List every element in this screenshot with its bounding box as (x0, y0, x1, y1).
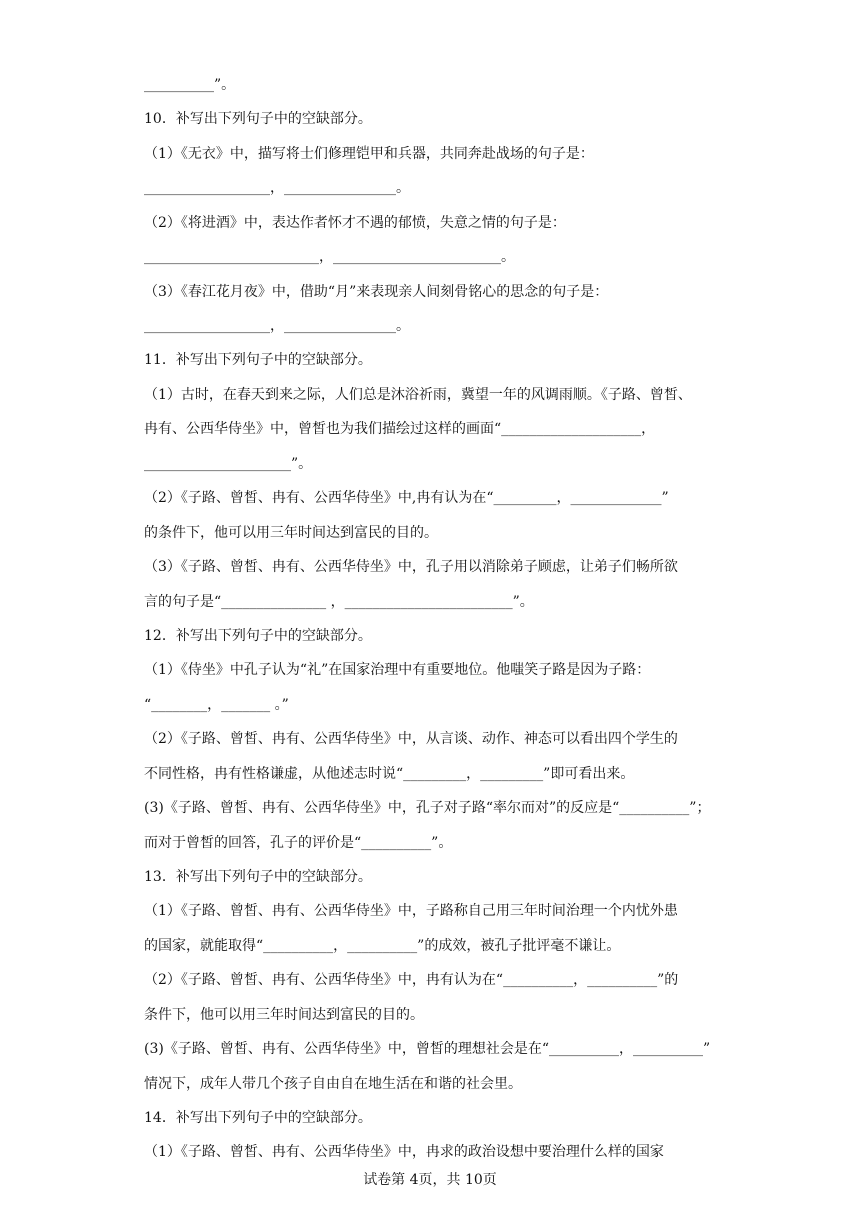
question-14-heading: 14．补写出下列句子中的空缺部分。 (144, 1110, 372, 1127)
question-14-1-prompt: （1）《子路、曾皙、冉有、公西华侍坐》中，冉求的政治设想中要治理什么样的国家 (144, 1144, 664, 1161)
question-13-2-prompt: （2）《子路、曾皙、冉有、公西华侍坐》中，冉有认为在“__________，__________”的 (144, 972, 679, 989)
answer-blank-line: __________________，________________。 (144, 180, 410, 197)
question-12-3-prompt: (3)《子路、曾皙、冉有、公西华侍坐》中，孔子对子路“率尔而对”的反应是“__________”； (144, 800, 711, 817)
question-12-heading: 12．补写出下列句子中的空缺部分。 (144, 627, 372, 644)
answer-blank-line: _________________________，________________________。 (144, 249, 515, 266)
question-10-2-prompt: （2）《将进酒》中，表达作者怀才不遇的郁愤，失意之情的句子是： (144, 214, 566, 231)
question-13-3-prompt-cont: 情况下，成年人带几个孩子自由自在地生活在和谐的社会里。 (144, 1075, 522, 1092)
answer-blank-line: __________________，________________。 (144, 318, 410, 335)
answer-blank-line: “________，_______ 。” (144, 696, 289, 713)
question-11-2-prompt: （2）《子路、曾皙、冉有、公西华侍坐》中,冉有认为在“_________，_____________” (144, 490, 669, 507)
question-12-1-prompt: （1）《侍坐》中孔子认为“礼”在国家治理中有重要地位。他嗤笑子路是因为子路： (144, 662, 651, 679)
answer-blank-line: _____________________”。 (144, 455, 313, 472)
question-13-3-prompt: (3)《子路、曾皙、冉有、公西华侍坐》中，曾皙的理想社会是在“__________，__________” (144, 1041, 711, 1058)
question-12-3-prompt-cont: 而对于曾皙的回答，孔子的评价是“__________”。 (144, 834, 453, 851)
question-11-1-prompt: （1）古时，在春天到来之际，人们总是沐浴祈雨，冀望一年的风调雨顺。《子路、曾皙、 (144, 386, 692, 403)
question-10-heading: 10．补写出下列句子中的空缺部分。 (144, 111, 372, 128)
question-11-heading: 11．补写出下列句子中的空缺部分。 (144, 352, 372, 369)
question-12-2-prompt: （2）《子路、曾皙、冉有、公西华侍坐》中，从言谈、动作、神态可以看出四个学生的 (144, 731, 678, 748)
question-13-1-prompt: （1）《子路、曾皙、冉有、公西华侍坐》中，子路称自己用三年时间治理一个内忧外患 (144, 903, 678, 920)
question-13-2-prompt-cont: 条件下，他可以用三年时间达到富民的目的。 (144, 1006, 424, 1023)
question-10-3-prompt: （3）《春江花月夜》中，借助“月”来表现亲人间刻骨铭心的思念的句子是： (144, 283, 609, 300)
question-11-1-prompt-cont: 冉有、公西华侍坐》中，曾皙也为我们描绘过这样的画面“____________________， (144, 421, 656, 438)
question-11-3-prompt-cont: 言的句子是“_______________ ，________________________”。 (144, 593, 534, 610)
answer-blank-line: __________”。 (144, 77, 236, 93)
page-footer: 试卷第 4页，共 10页 (363, 1172, 497, 1188)
question-10-1-prompt: （1）《无衣》中，描写将士们修理铠甲和兵器，共同奔赴战场的句子是： (144, 145, 594, 162)
question-11-2-prompt-cont: 的条件下，他可以用三年时间达到富民的目的。 (144, 524, 438, 541)
question-13-heading: 13．补写出下列句子中的空缺部分。 (144, 869, 372, 885)
question-13-1-prompt-cont: 的国家，就能取得“__________，__________”的成效，被孔子批评毫不谦让。 (144, 937, 621, 954)
question-12-2-prompt-cont: 不同性格，冉有性格谦虚，从他述志时说“_________，_________”即可看出来。 (144, 765, 635, 782)
question-11-3-prompt: （3）《子路、曾皙、冉有、公西华侍坐》中，孔子用以消除弟子顾虑，让弟子们畅所欲 (144, 559, 678, 576)
